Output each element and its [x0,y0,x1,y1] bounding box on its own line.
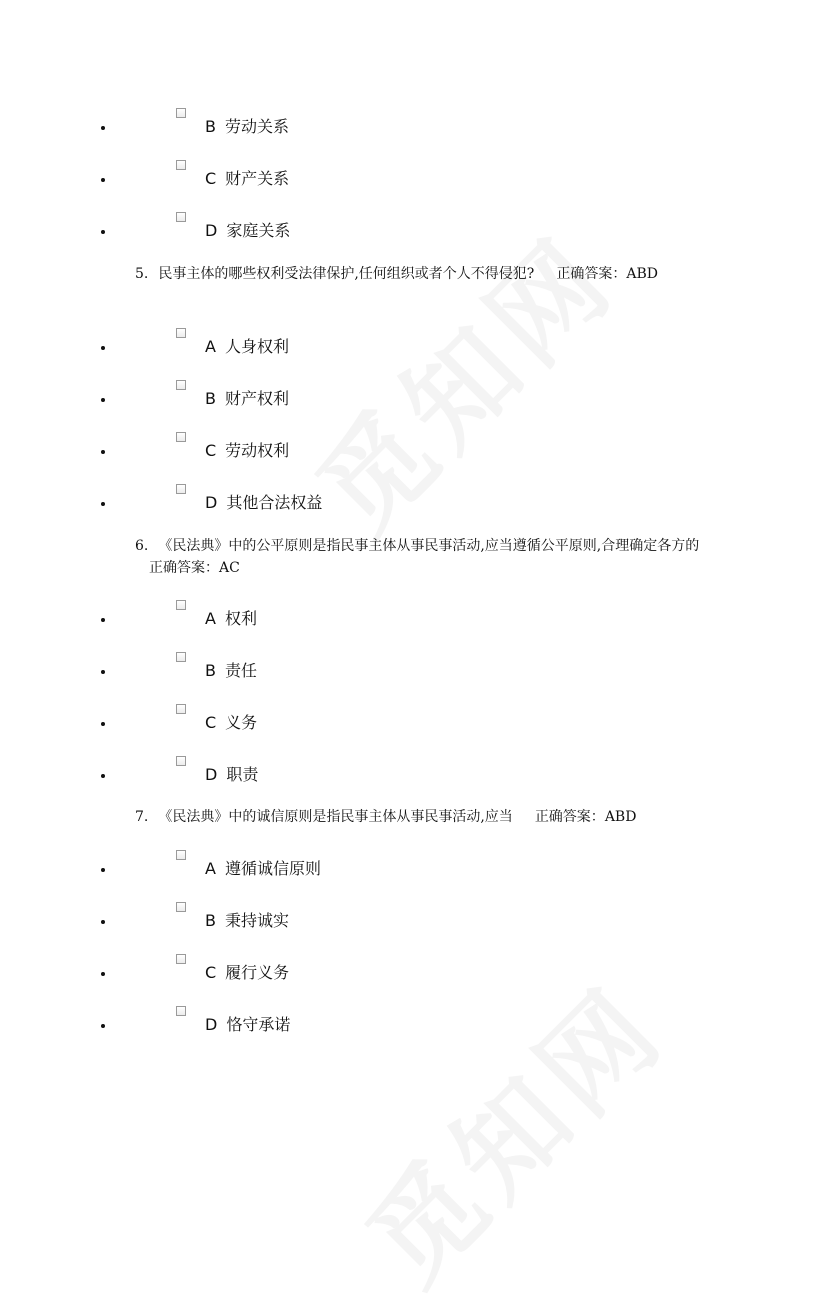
option-row [0,387,830,411]
bullet [101,920,105,924]
option-letter: B [205,911,216,930]
option-checkbox[interactable] [176,108,186,118]
option-letter: D [205,221,218,240]
option-row [0,439,830,463]
option-label [205,961,289,985]
option-label [205,1013,290,1037]
option-text: 劳动权利 [225,441,290,460]
question-7 [127,806,747,828]
option-checkbox[interactable] [176,380,186,390]
option-label [205,387,289,411]
bullet [101,398,105,402]
watermark [327,946,693,1312]
bullet [101,230,105,234]
option-checkbox[interactable] [176,756,186,766]
option-row [0,167,830,191]
option-text: 劳动关系 [224,117,289,136]
option-letter: D [205,765,218,784]
bullet [101,722,105,726]
option-label [205,607,257,631]
option-letter: C [205,441,217,460]
option-checkbox[interactable] [176,652,186,662]
bullet [101,774,105,778]
question-number: 5. [135,266,149,282]
option-letter: A [205,337,216,356]
option-row [0,857,830,881]
option-text: 财产权利 [224,389,289,408]
bullet [101,670,105,674]
bullet [101,450,105,454]
option-letter: A [205,859,216,878]
bullet [101,502,105,506]
question-5 [127,263,717,285]
option-text: 财产关系 [225,169,290,188]
option-checkbox[interactable] [176,954,186,964]
question-number: 6. [135,538,149,554]
question-number: 7. [135,809,149,825]
option-row [0,711,830,735]
bullet [101,868,105,872]
answer-value: ABD [626,266,658,282]
option-letter: C [205,169,217,188]
option-checkbox[interactable] [176,704,186,714]
bullet [101,972,105,976]
option-text: 恪守承诺 [226,1015,291,1034]
option-letter: C [205,963,217,982]
option-letter: A [205,609,216,628]
option-row [0,1013,830,1037]
option-checkbox[interactable] [176,212,186,222]
option-letter: D [205,493,218,512]
answer-label: 正确答案： [556,266,627,282]
option-letter: C [205,713,217,732]
option-label [205,711,257,735]
option-text: 其他合法权益 [226,493,323,512]
bullet [101,178,105,182]
option-checkbox[interactable] [176,902,186,912]
option-text: 义务 [225,713,258,732]
option-text: 职责 [226,765,259,784]
question-text: 《民法典》中的公平原则是指民事主体从事民事活动,应当遵循公平原则,合理确定各方的 [158,538,700,554]
option-label [205,167,289,191]
option-row [0,335,830,359]
option-row [0,115,830,139]
option-row [0,763,830,787]
option-row [0,909,830,933]
option-label [205,763,258,787]
question-text: 民事主体的哪些权利受法律保护,任何组织或者个人不得侵犯? [158,266,535,282]
option-letter: D [205,1015,218,1034]
option-row [0,659,830,683]
option-text: 家庭关系 [226,221,291,240]
option-letter: B [205,389,216,408]
option-letter: B [205,661,216,680]
question-6 [127,535,717,579]
option-label [205,491,322,515]
option-row [0,961,830,985]
option-checkbox[interactable] [176,1006,186,1016]
bullet [101,618,105,622]
option-text: 遵循诚信原则 [224,859,321,878]
option-label [205,335,289,359]
option-checkbox[interactable] [176,850,186,860]
option-text: 人身权利 [224,337,289,356]
option-row [0,491,830,515]
option-text: 责任 [224,661,257,680]
bullet [101,126,105,130]
option-checkbox[interactable] [176,484,186,494]
option-text: 履行义务 [225,963,290,982]
option-checkbox[interactable] [176,160,186,170]
option-checkbox[interactable] [176,328,186,338]
option-label [205,219,290,243]
option-label [205,909,289,933]
option-checkbox[interactable] [176,600,186,610]
bullet [101,1024,105,1028]
option-label [205,659,257,683]
option-checkbox[interactable] [176,432,186,442]
question-text: 《民法典》中的诚信原则是指民事主体从事民事活动,应当 [158,809,513,825]
option-text: 权利 [224,609,257,628]
answer-label: 正确答案： [534,809,605,825]
bullet [101,346,105,350]
option-label [205,857,321,881]
option-letter: B [205,117,216,136]
answer-value: ABD [604,809,637,825]
answer-label: 正确答案： [149,560,219,576]
option-text: 秉持诚实 [224,911,289,930]
option-row [0,219,830,243]
option-label [205,115,289,139]
option-row [0,607,830,631]
answer-value: AC [219,560,240,576]
option-label [205,439,289,463]
